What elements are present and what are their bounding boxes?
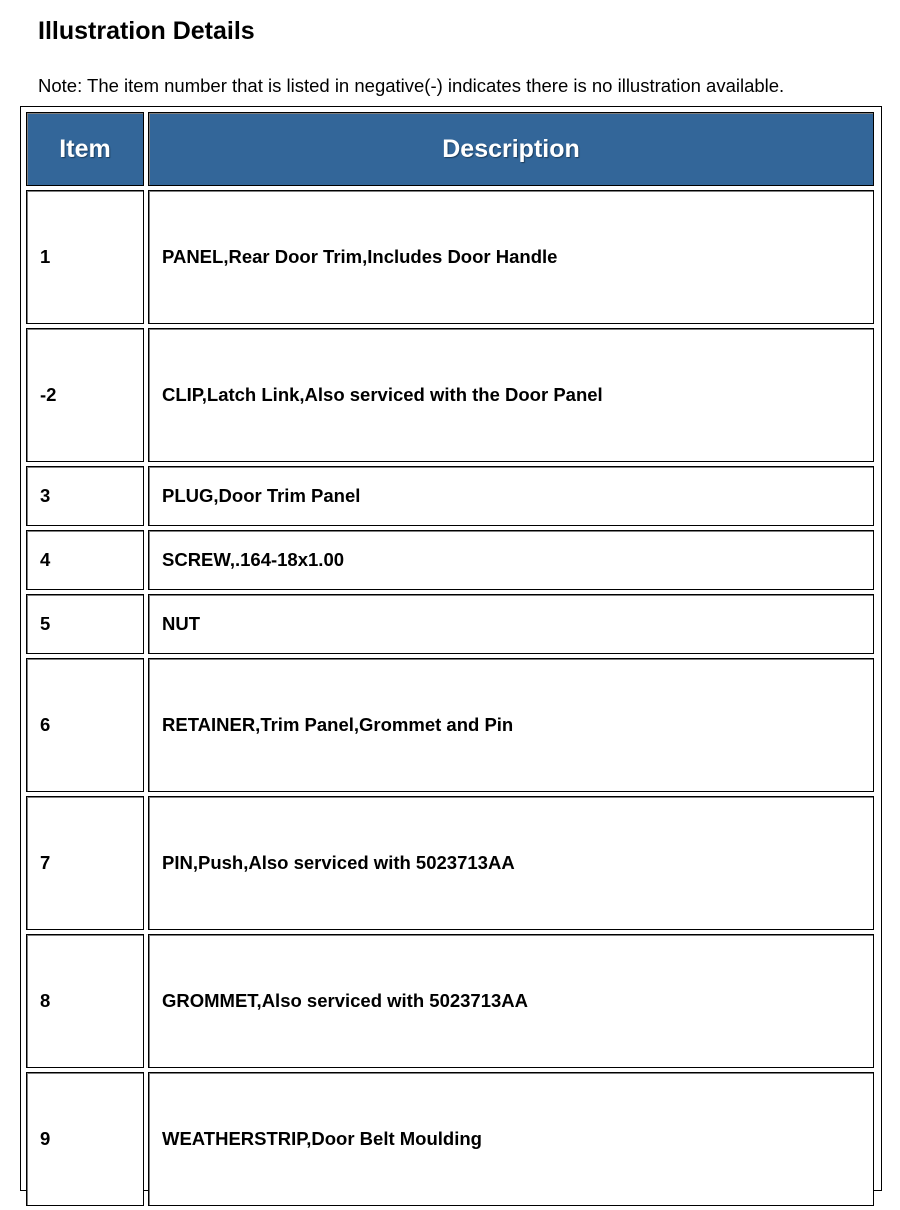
table-row (26, 466, 874, 526)
table-row (26, 530, 874, 590)
parts-table-frame (20, 106, 882, 1191)
item-number: 9 (26, 1072, 144, 1206)
item-number: 1 (26, 190, 144, 324)
item-number: 3 (26, 466, 144, 526)
parts-table (22, 108, 878, 1210)
page-title: Illustration Details (38, 17, 255, 45)
table-header-row (26, 112, 874, 186)
description-column-header: Description (148, 112, 874, 186)
item-description: NUT (148, 594, 874, 654)
item-column-header: Item (26, 112, 144, 186)
item-number: 7 (26, 796, 144, 930)
item-description: PANEL,Rear Door Trim,Includes Door Handle (148, 190, 874, 324)
item-description: CLIP,Latch Link,Also serviced with the Door Panel (148, 328, 874, 462)
table-row (26, 1072, 874, 1206)
table-row (26, 658, 874, 792)
item-number: 6 (26, 658, 144, 792)
item-number: 4 (26, 530, 144, 590)
table-row (26, 594, 874, 654)
table-row (26, 328, 874, 462)
item-description: WEATHERSTRIP,Door Belt Moulding (148, 1072, 874, 1206)
item-description: PIN,Push,Also serviced with 5023713AA (148, 796, 874, 930)
item-description: SCREW,.164-18x1.00 (148, 530, 874, 590)
item-description: RETAINER,Trim Panel,Grommet and Pin (148, 658, 874, 792)
illustration-note: Note: The item number that is listed in negative(-) indicates there is no illustration available. (38, 75, 785, 96)
item-number: 5 (26, 594, 144, 654)
table-row (26, 934, 874, 1068)
item-number: 8 (26, 934, 144, 1068)
item-number: -2 (26, 328, 144, 462)
item-description: PLUG,Door Trim Panel (148, 466, 874, 526)
item-description: GROMMET,Also serviced with 5023713AA (148, 934, 874, 1068)
table-row (26, 190, 874, 324)
table-row (26, 796, 874, 930)
